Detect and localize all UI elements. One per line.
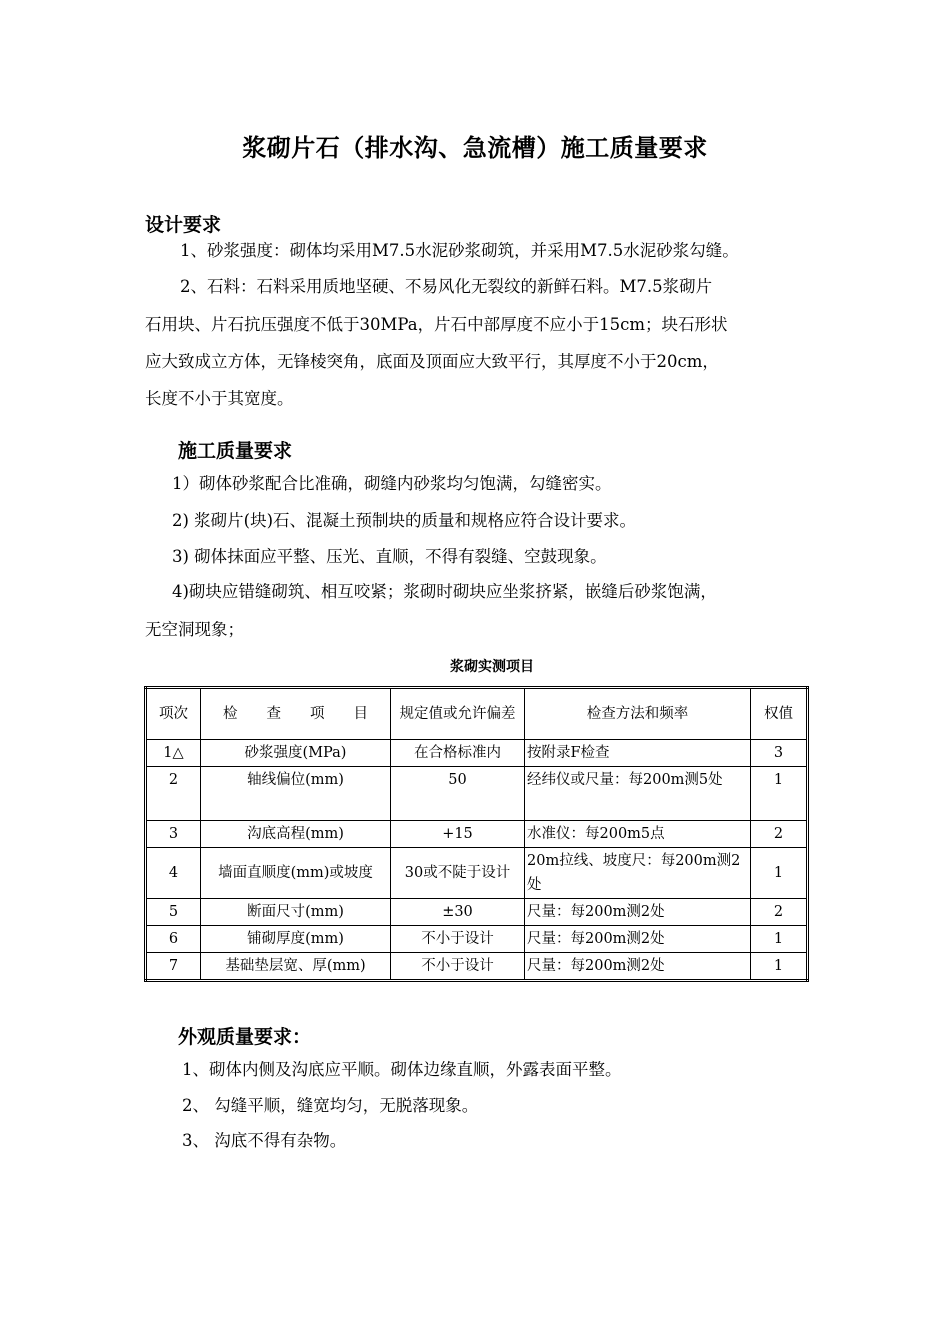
cell-spec: 50	[391, 767, 525, 821]
cell-weight: 2	[751, 899, 808, 926]
design-line-5: 长度不小于其宽度。	[145, 389, 294, 408]
cell-item: 基础垫层宽、厚(mm)	[201, 953, 391, 981]
cell-item: 墙面直顺度(mm)或坡度	[201, 848, 391, 899]
cell-index: 7	[146, 953, 201, 981]
cell-weight: 1	[751, 953, 808, 981]
table-row	[146, 740, 808, 767]
cell-weight: 1	[751, 767, 808, 821]
header-item: 检 查 项 目	[201, 688, 391, 740]
cell-weight: 1	[751, 848, 808, 899]
cell-weight: 3	[751, 740, 808, 767]
construction-line-4: 4)砌块应错缝砌筑、相互咬紧；浆砌时砌块应坐浆挤紧，嵌缝后砂浆饱满，	[172, 582, 717, 601]
table-row	[146, 926, 808, 953]
table-row	[146, 821, 808, 848]
cell-weight: 2	[751, 821, 808, 848]
header-method: 检查方法和频率	[525, 688, 751, 740]
cell-index: 1△	[146, 740, 201, 767]
construction-line-1: 1）砌体砂浆配合比准确，砌缝内砂浆均匀饱满，勾缝密实。	[172, 474, 612, 493]
cell-method: 尺量：每200m测2处	[525, 899, 751, 926]
inspection-table	[144, 686, 809, 982]
table-caption: 浆砌实测项目	[450, 659, 534, 675]
header-index: 项次	[146, 688, 201, 740]
cell-weight: 1	[751, 926, 808, 953]
appearance-line-1: 1、砌体内侧及沟底应平顺。砌体边缘直顺，外露表面平整。	[182, 1060, 622, 1079]
appearance-heading: 外观质量要求：	[178, 1026, 312, 1048]
cell-method: 20m拉线、坡度尺：每200m测2处	[525, 848, 751, 899]
cell-index: 3	[146, 821, 201, 848]
cell-spec: +15	[391, 821, 525, 848]
cell-method: 水准仪：每200m5点	[525, 821, 751, 848]
construction-line-3: 3) 砌体抹面应平整、压光、直顺，不得有裂缝、空鼓现象。	[172, 547, 607, 566]
cell-spec: 不小于设计	[391, 926, 525, 953]
cell-index: 2	[146, 767, 201, 821]
cell-method: 尺量：每200m测2处	[525, 953, 751, 981]
design-line-3: 石用块、片石抗压强度不低于30MPa，片石中部厚度不应小于15cm；块石形状	[145, 315, 728, 334]
design-heading: 设计要求	[145, 214, 222, 236]
appearance-line-3: 3、 沟底不得有杂物。	[182, 1131, 347, 1150]
design-line-4: 应大致成立方体，无锋棱突角，底面及顶面应大致平行，其厚度不小于20cm，	[145, 352, 719, 371]
table-row	[146, 953, 808, 981]
cell-spec: 在合格标准内	[391, 740, 525, 767]
design-line-1: 1、砂浆强度：砌体均采用M7.5水泥砂浆砌筑，并采用M7.5水泥砂浆勾缝。	[180, 241, 739, 260]
appearance-line-2: 2、 勾缝平顺，缝宽均匀，无脱落现象。	[182, 1096, 479, 1115]
cell-spec: ±30	[391, 899, 525, 926]
header-spec: 规定值或允许偏差	[391, 688, 525, 740]
page-title: 浆砌片石（排水沟、急流槽）施工质量要求	[242, 134, 708, 162]
design-line-2: 2、石料：石料采用质地坚硬、不易风化无裂纹的新鲜石料。M7.5浆砌片	[180, 277, 713, 296]
cell-item: 砂浆强度(MPa)	[201, 740, 391, 767]
table-row	[146, 767, 808, 821]
cell-method: 经纬仪或尺量：每200m测5处	[525, 767, 751, 821]
cell-index: 4	[146, 848, 201, 899]
cell-index: 5	[146, 899, 201, 926]
cell-index: 6	[146, 926, 201, 953]
header-weight: 权值	[751, 688, 808, 740]
cell-item: 铺砌厚度(mm)	[201, 926, 391, 953]
cell-item: 轴线偏位(mm)	[201, 767, 391, 821]
cell-item: 断面尺寸(mm)	[201, 899, 391, 926]
construction-line-5: 无空洞现象；	[145, 620, 244, 639]
cell-item: 沟底高程(mm)	[201, 821, 391, 848]
cell-method: 按附录F检查	[525, 740, 751, 767]
cell-spec: 30或不陡于设计	[391, 848, 525, 899]
cell-spec: 不小于设计	[391, 953, 525, 981]
construction-line-2: 2) 浆砌片(块)石、混凝土预制块的质量和规格应符合设计要求。	[172, 511, 637, 530]
table-row	[146, 899, 808, 926]
table-row	[146, 848, 808, 899]
table-header-row	[146, 688, 808, 740]
construction-heading: 施工质量要求	[178, 440, 293, 462]
cell-method: 尺量：每200m测2处	[525, 926, 751, 953]
